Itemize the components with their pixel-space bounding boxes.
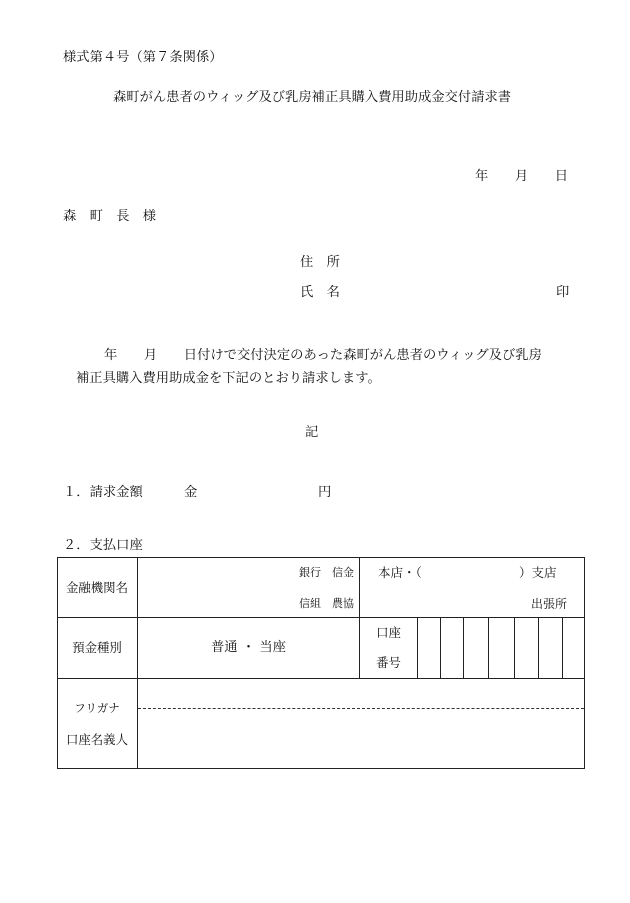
document-title: 森町がん患者のウィッグ及び乳房補正具購入費用助成金交付請求書 [113,90,512,105]
deposit-type-options: 普通 ・ 当座 [211,640,286,655]
account-digit-cell [463,618,488,678]
body-text-line-1: 年 月 日付けで交付決定のあった森町がん患者のウィッグ及び乳房 [104,348,542,363]
addressee: 森 町 長 様 [63,209,157,224]
bank-types-row-1: 銀行 信金 [299,566,354,579]
claim-amount-prefix: 金 [184,485,198,500]
branch-suffix: ）支店 [519,565,557,580]
bank-types-row-2: 信組 農協 [299,597,354,610]
branch-office-alt: 出張所 [530,597,567,611]
claim-amount-label: １．請求金額 [63,485,143,500]
account-digit-cell [417,618,440,678]
account-digit-cell [488,618,514,678]
note-heading: 記 [305,425,319,440]
account-number-label-1: 口座 [376,625,401,640]
furigana-label: フリガナ [74,701,120,715]
account-number-cells [417,618,585,678]
body-text-line-2: 補正具購入費用助成金を下記のとおり請求します。 [76,371,381,386]
seal-mark: 印 [556,285,570,300]
form-number: 様式第４号（第７条関係） [63,50,223,65]
account-digit-cell [562,618,585,678]
furigana-dashed-divider [138,708,584,709]
claim-amount-unit: 円 [318,485,332,500]
account-number-label-2: 番号 [376,655,401,670]
applicant-name-label: 氏 名 [300,285,340,300]
account-digit-cell [440,618,463,678]
applicant-address-label: 住 所 [300,255,340,270]
date-line: 年 月 日 [475,169,569,184]
account-digit-cell [538,618,562,678]
table-column-divider [137,557,138,769]
account-digit-cell [514,618,538,678]
payment-account-heading: ２．支払口座 [63,538,143,553]
branch-prefix: 本店・（ [378,565,422,580]
account-holder-label: 口座名義人 [66,732,128,747]
deposit-type-label: 預金種別 [72,640,122,655]
bank-name-label: 金融機関名 [66,580,128,595]
